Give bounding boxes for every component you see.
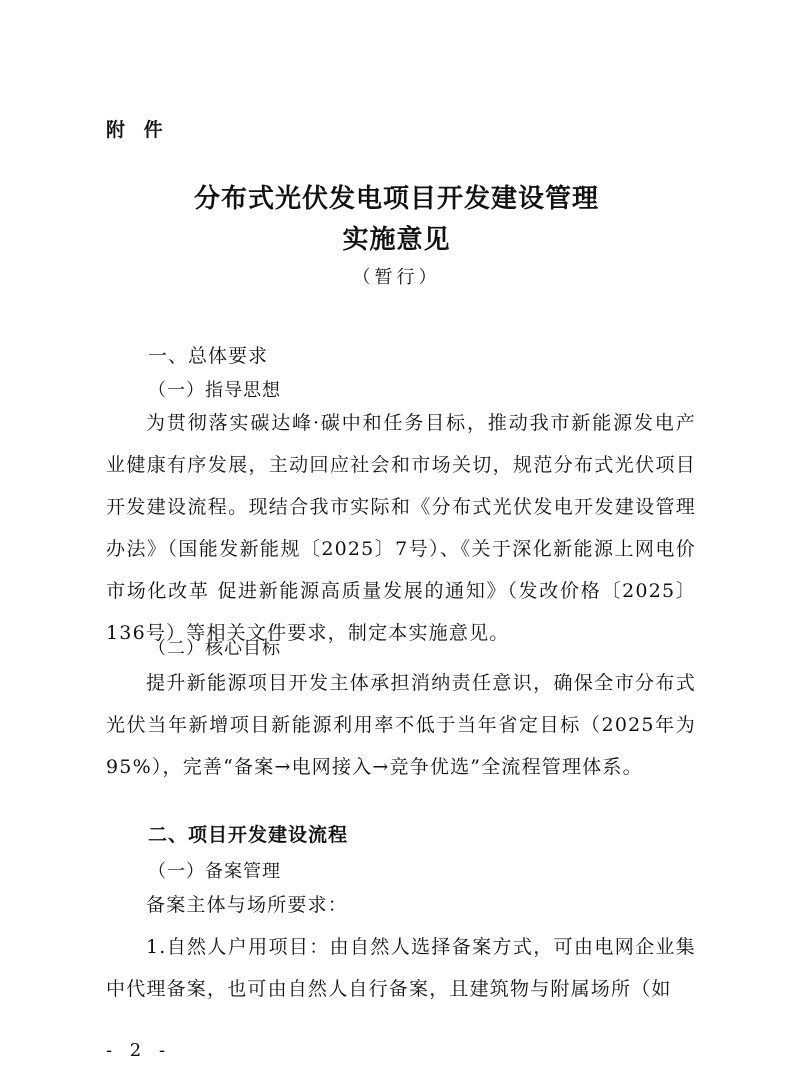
section-2-sub-1-heading: （一）备案管理 [148, 861, 281, 882]
document-title-line2: 实施意见 [342, 225, 451, 255]
section-1-sub-2-paragraph: 提升新能源项目开发主体承担消纳责任意识，确保全市分布式光伏当年新增项目新能源利用率不低于当年省定目标（2025年为95%），完善“备案→电网接入→竞争优选”全流程管理体系。 [106, 672, 696, 778]
page-number: - 2 - [106, 1040, 172, 1061]
section-1-heading: 一、总体要求 [148, 345, 269, 367]
section-1-sub-1-paragraph: 为贯彻落实碳达峰·碳中和任务目标，推动我市新能源发电产业健康有序发展，主动回应社会和市场关切，规范分布式光伏项目开发建设流程。现结合我市实际和《分布式光伏发电开发建设管理办法》（国能发新能规〔2025〕7号）、《关于深化新能源上网电价市场化改革 促进新能源高质量发展的通知》（发改价格〔2025〕136号）等相关文件要求，制定本实施意见。 [106, 412, 696, 644]
section-2-intro: 备案主体与场所要求： [146, 894, 349, 916]
section-2-item-1: 1.自然人户用项目：由自然人选择备案方式，可由电网企业集中代理备案，也可由自然人自行备案，且建筑物与附属场所（如 [106, 936, 696, 1000]
document-subtitle: （暂行） [352, 267, 441, 288]
section-2-heading: 二、项目开发建设流程 [148, 824, 349, 846]
section-1-sub-2-heading: （二）核心目标 [148, 638, 281, 659]
attachment-label: 附 件 [106, 119, 169, 141]
section-1-sub-1-heading: （一）指导思想 [148, 380, 281, 401]
document-title-line1: 分布式光伏发电项目开发建设管理 [193, 184, 599, 214]
